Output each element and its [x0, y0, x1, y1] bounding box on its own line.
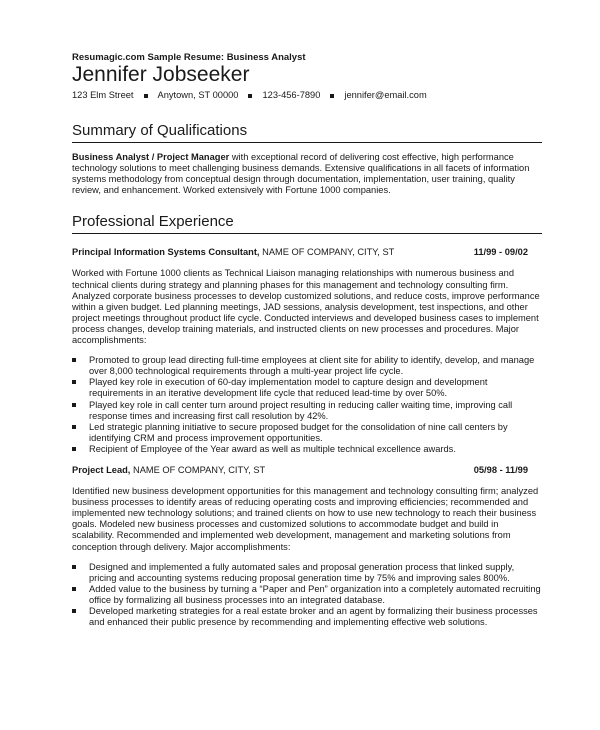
job-role: Project Lead,	[72, 464, 131, 475]
accomplishment-item	[72, 562, 542, 584]
resume-page	[72, 52, 542, 628]
accomplishment-text: Added value to the business by turning a “Paper and Pen” organization into a completely automated recruiting office by formalizing all business processes into an integrated database.	[89, 583, 541, 605]
accomplishment-text: Led strategic planning initiative to secure proposed budget for the consolidation of nine call centers by identifying CRM and process improvement opportunities.	[89, 421, 508, 443]
summary-lead: Business Analyst / Project Manager	[72, 152, 230, 162]
job-entry	[72, 247, 542, 455]
accomplishment-item	[72, 355, 542, 377]
job-company: NAME OF COMPANY, CITY, ST	[259, 247, 395, 258]
bullet-icon	[72, 587, 76, 591]
accomplishment-text: Developed marketing strategies for a real estate broker and an agent by formalizing their business processes and enhanced their public presence by recommending and implementing effective web solutions.	[89, 606, 538, 628]
job-description: Worked with Fortune 1000 clients as Technical Liaison managing relationships with numerous business and technical clients during strategy and planning phases for this management and technology consulting firm. Analyzed corporate business processes to develop customized solutions, and reduce costs, improve performance within a given budget. Led planning meetings, JAD sessions, analysis development, test inspections, and other project meetings throughout product life cycle. Conducted interviews and developed business cases to implement process changes, develop training materials, and instructed clients on new processes and procedures. Major accomplishments:	[72, 268, 540, 346]
accomplishment-item	[72, 606, 542, 628]
contact-city: Anytown, ST 00000	[157, 90, 239, 100]
accomplishment-item	[72, 377, 542, 399]
contact-line	[72, 89, 542, 101]
accomplishment-item	[72, 400, 542, 422]
contact-street: 123 Elm Street	[72, 90, 134, 100]
job-title-line	[72, 247, 394, 258]
accomplishment-list	[72, 355, 542, 455]
bullet-icon	[72, 425, 76, 429]
accomplishment-list	[72, 562, 542, 629]
accomplishment-text: Played key role in execution of 60-day implementation model to capture design and development requirements in an iterative development life cycle that reduced lead-time by over 50%.	[89, 377, 488, 399]
accomplishment-item	[72, 422, 542, 444]
job-company: NAME OF COMPANY, CITY, ST	[130, 464, 266, 475]
accomplishment-item	[72, 584, 542, 606]
bullet-separator-icon	[330, 94, 334, 98]
bullet-separator-icon	[248, 94, 252, 98]
job-dates: 11/99 - 09/02	[473, 247, 528, 258]
bullet-icon	[72, 565, 76, 569]
resume-kicker: Resumagic.com Sample Resume: Business Analyst	[72, 52, 306, 63]
bullet-icon	[72, 447, 76, 451]
job-role: Principal Information Systems Consultant,	[72, 247, 260, 258]
bullet-separator-icon	[144, 94, 148, 98]
job-entry	[72, 465, 542, 628]
job-title-line	[72, 465, 265, 476]
summary-heading: Summary of Qualifications	[72, 122, 542, 143]
bullet-icon	[72, 358, 76, 362]
accomplishment-text: Played key role in call center turn around project resulting in reducing caller waiting time, improving call response times and increasing first call resolution by 42%.	[89, 399, 513, 421]
bullet-icon	[72, 403, 76, 407]
bullet-icon	[72, 380, 76, 384]
candidate-name: Jennifer Jobseeker	[72, 63, 250, 86]
job-dates: 05/98 - 11/99	[473, 464, 528, 475]
contact-email: jennifer@email.com	[344, 90, 427, 100]
summary-paragraph	[72, 152, 542, 196]
experience-heading: Professional Experience	[72, 213, 542, 234]
job-header	[72, 465, 542, 476]
bullet-icon	[72, 609, 76, 613]
accomplishment-text: Recipient of Employee of the Year award as well as multiple technical excellence awards.	[89, 443, 456, 454]
contact-phone: 123-456-7890	[262, 90, 321, 100]
job-header	[72, 247, 542, 258]
accomplishment-text: Designed and implemented a fully automated sales and proposal generation process that linked supply, pricing and accounting systems reducing proposal generation time by 75% and improving sales 800%.	[89, 561, 515, 583]
accomplishment-text: Promoted to group lead directing full-time employees at client site for ability to identify, develop, and manage over 8,000 technological requirements through a multi-year project life cycle.	[89, 355, 535, 377]
summary-text: with exceptional record of delivering cost effective, high performance technology solutions to meet challenging business demands. Extensive qualifications in all facets of information systems methodology from conceptual design through documentation, implementation, user training, quality review, and enhancement. Worked extensively with Fortune 1000 companies.	[72, 152, 530, 196]
job-description: Identified new business development opportunities for this management and technology consulting firm; analyzed business processes to identify areas of reducing operating costs and improving efficiencies; recommended and implemented new technology solutions; and trained clients on how to use new technology to reach their business goals. Modeled new business processes and customized solutions to accommodate budget and build in scalability. Recommended and implemented web development, management and marketing solutions from conception through delivery. Major accomplishments:	[72, 486, 539, 552]
accomplishment-item	[72, 444, 542, 455]
